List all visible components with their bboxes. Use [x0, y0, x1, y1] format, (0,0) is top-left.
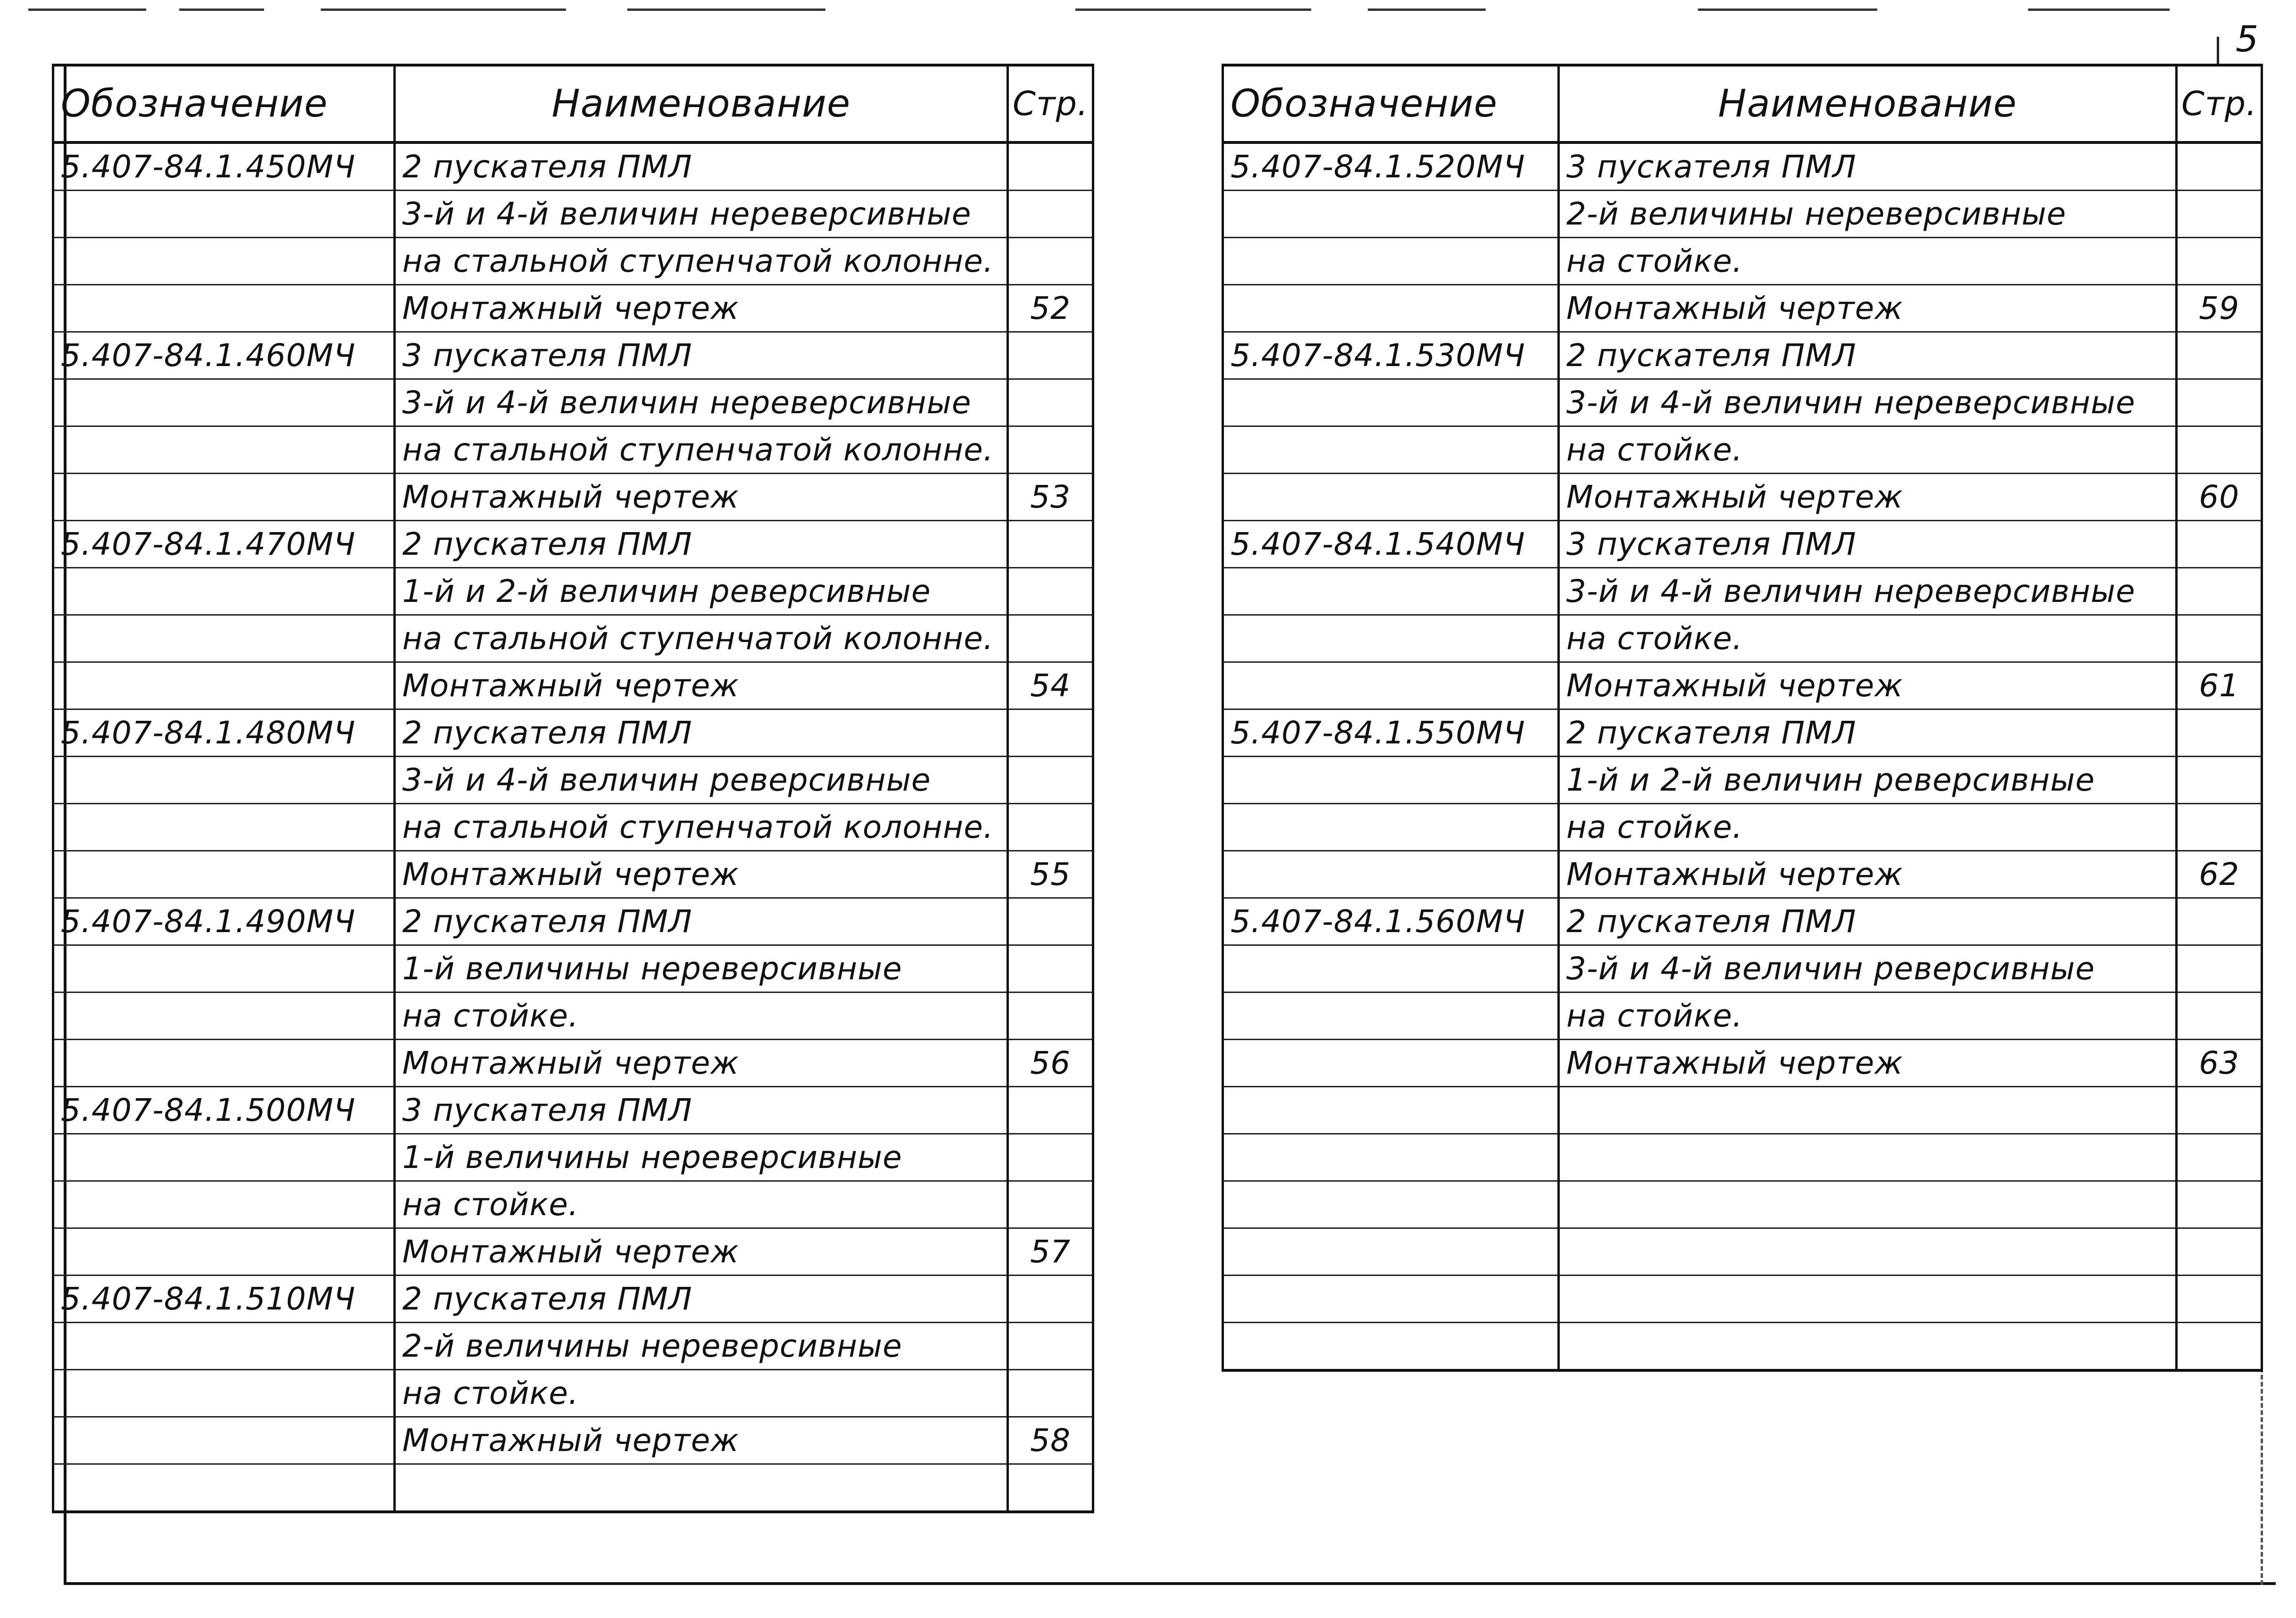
table-row	[1223, 474, 2262, 521]
cell-page: 58	[1008, 1417, 1093, 1464]
cell-code	[53, 474, 395, 521]
cell-code: 5.407-84.1.550МЧ	[1223, 709, 1559, 757]
header-dash	[1368, 8, 1486, 11]
cell-name	[1559, 1087, 2177, 1134]
cell-code	[53, 568, 395, 615]
cell-name: 2 пускателя ПМЛ	[395, 521, 1008, 568]
cell-page	[2177, 191, 2262, 238]
cell-page	[1008, 332, 1093, 379]
table-row	[1223, 1087, 2262, 1134]
cell-name: 3 пускателя ПМЛ	[1559, 521, 2177, 568]
cell-code	[53, 945, 395, 992]
cell-name	[1559, 1276, 2177, 1323]
table-row	[1223, 1323, 2262, 1371]
cell-code	[1223, 851, 1559, 898]
cell-code	[53, 426, 395, 474]
contents-table-left	[52, 64, 1094, 1513]
table-row	[1223, 142, 2262, 191]
cell-name: 1-й и 2-й величин реверсивные	[395, 568, 1008, 615]
cell-name: Монтажный чертеж	[395, 1228, 1008, 1276]
cell-name: на стальной ступенчатой колонне.	[395, 238, 1008, 285]
cell-name: Монтажный чертеж	[395, 662, 1008, 709]
table-row	[53, 804, 1093, 851]
cell-name: на стальной ступенчатой колонне.	[395, 804, 1008, 851]
cell-page	[1008, 992, 1093, 1040]
cell-name: Монтажный чертеж	[1559, 1040, 2177, 1087]
cell-name: на стойке.	[1559, 615, 2177, 662]
cell-page	[2177, 898, 2262, 945]
cell-name: 1-й и 2-й величин реверсивные	[1559, 757, 2177, 804]
cell-code: 5.407-84.1.560МЧ	[1223, 898, 1559, 945]
cell-code	[53, 379, 395, 426]
table-row	[1223, 238, 2262, 285]
cell-name: Монтажный чертеж	[1559, 851, 2177, 898]
cell-page: 55	[1008, 851, 1093, 898]
table-row	[53, 709, 1093, 757]
header-code: Обозначение	[1223, 65, 1559, 142]
cell-code	[53, 1370, 395, 1417]
cell-name: на стальной ступенчатой колонне.	[395, 426, 1008, 474]
table-row	[1223, 1228, 2262, 1276]
cell-page	[2177, 426, 2262, 474]
cell-page	[2177, 521, 2262, 568]
table-row	[53, 568, 1093, 615]
cell-page	[1008, 1134, 1093, 1181]
table-row	[53, 757, 1093, 804]
cell-code: 5.407-84.1.460МЧ	[53, 332, 395, 379]
cell-name: Монтажный чертеж	[395, 474, 1008, 521]
cell-code	[53, 1040, 395, 1087]
cell-code	[53, 851, 395, 898]
cell-code	[1223, 804, 1559, 851]
table-row	[1223, 426, 2262, 474]
table-row	[1223, 804, 2262, 851]
cell-name: 3-й и 4-й величин нереверсивные	[395, 191, 1008, 238]
cell-code: 5.407-84.1.520МЧ	[1223, 142, 1559, 191]
header-name: Наименование	[395, 65, 1008, 142]
cell-code	[1223, 992, 1559, 1040]
cell-name: на стойке.	[1559, 992, 2177, 1040]
table-row	[53, 426, 1093, 474]
cell-code	[53, 1464, 395, 1512]
cell-code	[1223, 1276, 1559, 1323]
cell-code: 5.407-84.1.470МЧ	[53, 521, 395, 568]
cell-code	[1223, 1040, 1559, 1087]
table-row	[1223, 992, 2262, 1040]
table-row	[1223, 945, 2262, 992]
table-row	[1223, 568, 2262, 615]
header-row	[53, 65, 1093, 142]
cell-name: 2 пускателя ПМЛ	[395, 709, 1008, 757]
table-row	[53, 191, 1093, 238]
cell-name: 2 пускателя ПМЛ	[1559, 898, 2177, 945]
cell-name: 2-й величины нереверсивные	[1559, 191, 2177, 238]
table-row	[1223, 709, 2262, 757]
table-row	[53, 1181, 1093, 1228]
cell-name: 3-й и 4-й величин нереверсивные	[1559, 568, 2177, 615]
header-row	[1223, 65, 2262, 142]
table-row	[53, 1417, 1093, 1464]
cell-name: 3-й и 4-й величин реверсивные	[1559, 945, 2177, 992]
cell-name: Монтажный чертеж	[1559, 662, 2177, 709]
cell-code: 5.407-84.1.480МЧ	[53, 709, 395, 757]
cell-page: 57	[1008, 1228, 1093, 1276]
table-row	[53, 1323, 1093, 1370]
cell-name: 3-й и 4-й величин реверсивные	[395, 757, 1008, 804]
cell-name: Монтажный чертеж	[395, 1417, 1008, 1464]
cell-page	[2177, 1087, 2262, 1134]
cell-code	[53, 191, 395, 238]
cell-page	[1008, 709, 1093, 757]
cell-page	[2177, 1181, 2262, 1228]
cell-code	[1223, 1181, 1559, 1228]
table-row	[1223, 662, 2262, 709]
cell-code	[53, 662, 395, 709]
cell-page	[2177, 709, 2262, 757]
cell-code	[53, 757, 395, 804]
table-row	[1223, 615, 2262, 662]
header-page: Стр.	[2177, 65, 2262, 142]
cell-page	[2177, 992, 2262, 1040]
cell-code	[1223, 191, 1559, 238]
header-dash	[2028, 8, 2170, 11]
cell-name: 2-й величины нереверсивные	[395, 1323, 1008, 1370]
cell-page	[1008, 898, 1093, 945]
cell-name: 2 пускателя ПМЛ	[1559, 332, 2177, 379]
cell-page: 53	[1008, 474, 1093, 521]
header-dash	[1075, 8, 1311, 11]
cell-code	[53, 238, 395, 285]
cell-code	[53, 1323, 395, 1370]
cell-page	[1008, 1323, 1093, 1370]
table-row	[1223, 1181, 2262, 1228]
cell-name: 3 пускателя ПМЛ	[1559, 142, 2177, 191]
cell-code: 5.407-84.1.450МЧ	[53, 142, 395, 191]
cell-code	[1223, 615, 1559, 662]
cell-page	[2177, 945, 2262, 992]
cell-page	[2177, 1134, 2262, 1181]
cell-page	[1008, 1464, 1093, 1512]
cell-page	[2177, 804, 2262, 851]
cell-code	[1223, 1323, 1559, 1371]
cell-code	[53, 992, 395, 1040]
cell-page	[2177, 757, 2262, 804]
table-row	[53, 332, 1093, 379]
header-dash	[321, 8, 566, 11]
cell-page	[1008, 238, 1093, 285]
cell-code	[1223, 662, 1559, 709]
cell-page	[1008, 1370, 1093, 1417]
header-code: Обозначение	[53, 65, 395, 142]
table-row	[53, 1134, 1093, 1181]
table-row	[1223, 757, 2262, 804]
cell-name: на стойке.	[395, 992, 1008, 1040]
cell-code	[1223, 474, 1559, 521]
cell-name: 2 пускателя ПМЛ	[395, 898, 1008, 945]
table-row	[1223, 898, 2262, 945]
header-dash	[627, 8, 825, 11]
cell-page	[1008, 804, 1093, 851]
cell-name: Монтажный чертеж	[395, 285, 1008, 332]
table-row	[53, 992, 1093, 1040]
cell-page	[1008, 142, 1093, 191]
cell-code	[1223, 1134, 1559, 1181]
table-row	[53, 1040, 1093, 1087]
cell-name: 2 пускателя ПМЛ	[395, 142, 1008, 191]
table-row	[53, 1464, 1093, 1512]
cell-code	[1223, 285, 1559, 332]
cell-name: Монтажный чертеж	[1559, 285, 2177, 332]
cell-name: 2 пускателя ПМЛ	[395, 1276, 1008, 1323]
cell-code	[1223, 238, 1559, 285]
cell-page	[2177, 238, 2262, 285]
cell-page: 62	[2177, 851, 2262, 898]
table-row	[53, 521, 1093, 568]
header-name: Наименование	[1559, 65, 2177, 142]
cell-page	[1008, 757, 1093, 804]
table-row	[53, 285, 1093, 332]
table-row	[53, 142, 1093, 191]
header-dash	[1698, 8, 1877, 11]
cell-name: на стойке.	[395, 1181, 1008, 1228]
cell-code	[53, 1228, 395, 1276]
cell-page: 52	[1008, 285, 1093, 332]
cell-page: 59	[2177, 285, 2262, 332]
table-row	[53, 1228, 1093, 1276]
cell-page	[2177, 1276, 2262, 1323]
cell-name: 3-й и 4-й величин нереверсивные	[1559, 379, 2177, 426]
cell-page	[1008, 568, 1093, 615]
header-page: Стр.	[1008, 65, 1093, 142]
page-number-tick	[2217, 37, 2219, 65]
cell-page	[1008, 1087, 1093, 1134]
cell-name: Монтажный чертеж	[395, 851, 1008, 898]
contents-table-right	[1222, 64, 2263, 1372]
table-row	[53, 898, 1093, 945]
cell-name	[1559, 1323, 2177, 1371]
table-row	[53, 945, 1093, 992]
cell-name: 3 пускателя ПМЛ	[395, 332, 1008, 379]
cell-page: 63	[2177, 1040, 2262, 1087]
table-row	[53, 474, 1093, 521]
cell-code: 5.407-84.1.540МЧ	[1223, 521, 1559, 568]
cell-page	[1008, 191, 1093, 238]
table-row	[53, 1276, 1093, 1323]
cell-code	[1223, 1228, 1559, 1276]
table-row	[53, 662, 1093, 709]
cell-name: 3-й и 4-й величин нереверсивные	[395, 379, 1008, 426]
table-row	[1223, 521, 2262, 568]
cell-page	[2177, 379, 2262, 426]
table-row	[1223, 1040, 2262, 1087]
cell-name: на стойке.	[1559, 804, 2177, 851]
table-row	[1223, 1134, 2262, 1181]
cell-name: 3 пускателя ПМЛ	[395, 1087, 1008, 1134]
cell-name	[1559, 1228, 2177, 1276]
cell-name: 2 пускателя ПМЛ	[1559, 709, 2177, 757]
table-row	[1223, 191, 2262, 238]
cell-code	[1223, 568, 1559, 615]
cell-page: 54	[1008, 662, 1093, 709]
cell-code	[53, 1417, 395, 1464]
cell-page	[1008, 1181, 1093, 1228]
cell-name	[395, 1464, 1008, 1512]
table-row	[1223, 285, 2262, 332]
cell-name: 1-й величины нереверсивные	[395, 945, 1008, 992]
cell-name: на стойке.	[395, 1370, 1008, 1417]
table-row	[1223, 1276, 2262, 1323]
cell-page	[1008, 615, 1093, 662]
page-number: 5	[2236, 18, 2259, 60]
cell-page	[2177, 615, 2262, 662]
cell-name: 1-й величины нереверсивные	[395, 1134, 1008, 1181]
cell-code	[1223, 757, 1559, 804]
cell-page	[2177, 142, 2262, 191]
cell-code	[1223, 426, 1559, 474]
table-row	[53, 238, 1093, 285]
table-row	[1223, 379, 2262, 426]
table-row	[53, 615, 1093, 662]
table-row	[53, 1087, 1093, 1134]
table-row	[1223, 332, 2262, 379]
cell-code: 5.407-84.1.490МЧ	[53, 898, 395, 945]
cell-code: 5.407-84.1.500МЧ	[53, 1087, 395, 1134]
cell-code: 5.407-84.1.530МЧ	[1223, 332, 1559, 379]
cell-code	[53, 285, 395, 332]
cell-name	[1559, 1181, 2177, 1228]
header-dash	[179, 8, 264, 11]
cell-page	[2177, 332, 2262, 379]
cell-name: Монтажный чертеж	[1559, 474, 2177, 521]
cell-name	[1559, 1134, 2177, 1181]
cell-page: 61	[2177, 662, 2262, 709]
cell-page: 60	[2177, 474, 2262, 521]
table-row	[1223, 851, 2262, 898]
cell-code	[53, 804, 395, 851]
cell-code	[53, 615, 395, 662]
cell-name: на стальной ступенчатой колонне.	[395, 615, 1008, 662]
cell-page	[1008, 945, 1093, 992]
cell-code	[1223, 945, 1559, 992]
header-dash	[28, 8, 146, 11]
cell-page: 56	[1008, 1040, 1093, 1087]
table-row	[53, 379, 1093, 426]
cell-code	[1223, 379, 1559, 426]
cell-name: на стойке.	[1559, 238, 2177, 285]
cell-code: 5.407-84.1.510МЧ	[53, 1276, 395, 1323]
cell-code	[53, 1181, 395, 1228]
cell-name: Монтажный чертеж	[395, 1040, 1008, 1087]
table-row	[53, 1370, 1093, 1417]
cell-page	[2177, 1323, 2262, 1371]
cell-page	[1008, 1276, 1093, 1323]
table-row	[53, 851, 1093, 898]
cell-name: на стойке.	[1559, 426, 2177, 474]
cell-page	[2177, 1228, 2262, 1276]
cell-code	[53, 1134, 395, 1181]
cell-code	[1223, 1087, 1559, 1134]
cell-page	[1008, 426, 1093, 474]
cell-page	[2177, 568, 2262, 615]
cell-page	[1008, 379, 1093, 426]
cell-page	[1008, 521, 1093, 568]
